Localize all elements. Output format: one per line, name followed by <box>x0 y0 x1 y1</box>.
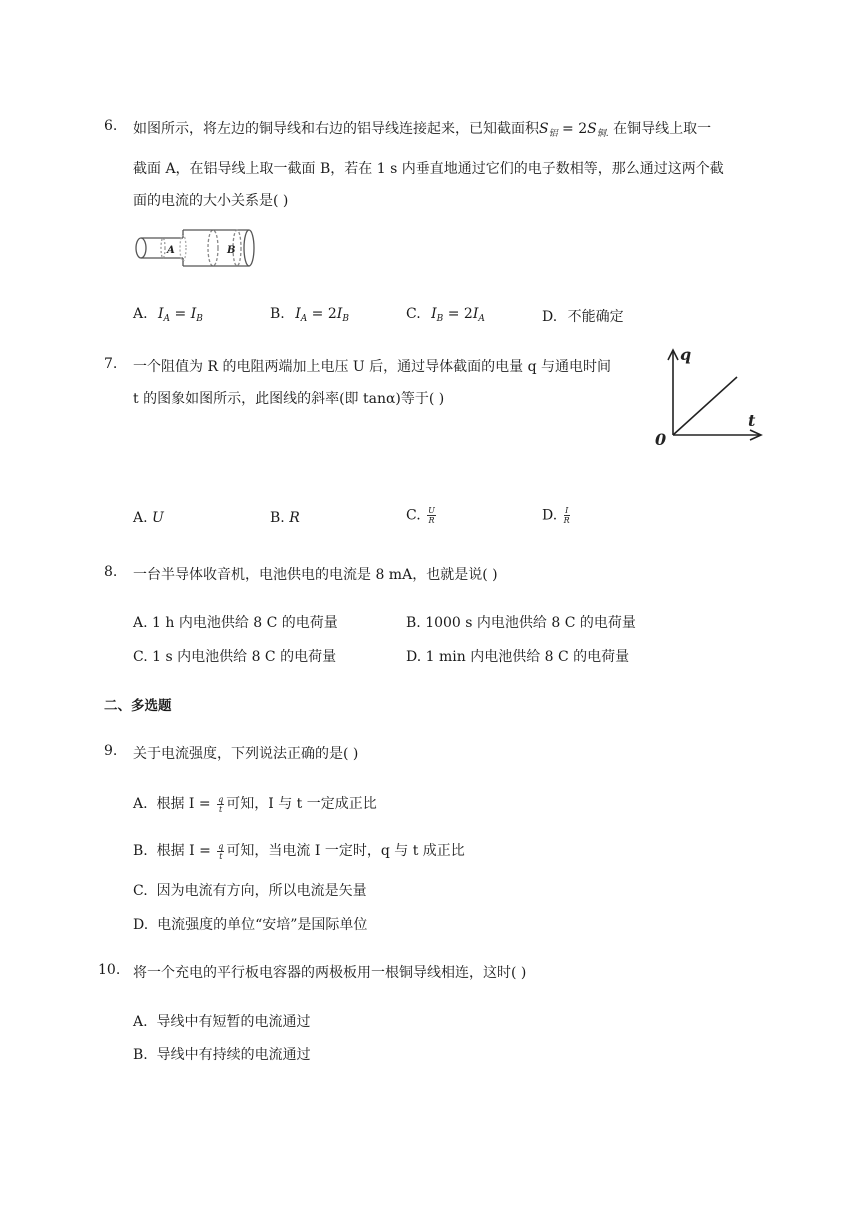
option-text: R <box>289 510 300 526</box>
fraction: $\frac{U}{R}$ <box>428 506 435 525</box>
q6-option-d[interactable] <box>542 306 624 326</box>
question-7-line-1: 一个阻值为 R 的电阻两端加上电压 U 后，通过导体截面的电量 q 与通电时间 <box>133 359 612 375</box>
q8-option-c[interactable]: C. 1 s 内电池供给 8 C 的电荷量 <box>133 649 337 665</box>
option-text: U <box>152 510 164 526</box>
option-letter: C. <box>406 306 421 322</box>
wire-figure <box>133 226 258 272</box>
question-10-line-1: 将一个充电的平行板电容器的两极板用一根铜导线相连，这时( ) <box>133 965 527 981</box>
q8-option-a[interactable]: A. 1 h 内电池供给 8 C 的电荷量 <box>133 615 338 631</box>
option-text: 不能确定 <box>567 309 624 325</box>
eq-sub-cu: 铜. <box>596 129 609 139</box>
figure-label-a: A <box>167 245 175 256</box>
eq-s-cu: S <box>587 121 597 137</box>
q9-option-c[interactable]: C. 因为电流有方向，所以电流是矢量 <box>133 883 367 899</box>
eq-s-al: S <box>539 121 549 137</box>
q8-option-d[interactable]: D. 1 min 内电池供给 8 C 的电荷量 <box>406 649 630 665</box>
q8-option-b[interactable]: B. 1000 s 内电池供给 8 C 的电荷量 <box>406 615 636 631</box>
q7-option-d[interactable] <box>542 506 572 525</box>
q9-option-b[interactable]: B. 根据 I = $\frac{q}{t}$ 可知，当电流 I 一定时，q 与 t 成正比 <box>133 841 465 861</box>
eq-sub-al: 铝 <box>548 129 558 139</box>
option-letter: B. <box>270 510 285 526</box>
section-title: 二、多选题 <box>104 698 172 714</box>
option-letter: D. <box>542 309 558 325</box>
question-6-line-1 <box>133 118 711 139</box>
q9-option-a[interactable]: A. 根据 I = $\frac{q}{t}$ 可知，I 与 t 一定成正比 <box>133 794 377 814</box>
q7-option-b[interactable] <box>270 510 300 526</box>
q9-option-d[interactable]: D. 电流强度的单位“安培”是国际单位 <box>133 917 368 933</box>
graph-y-label: q <box>680 345 692 364</box>
fraction: $\frac{q}{t}$ <box>218 841 224 861</box>
question-9-number: 9. <box>104 743 118 759</box>
question-7-line-2: t 的图象如图所示，此图线的斜率(即 tanα)等于( ) <box>133 391 445 407</box>
question-6-line-2: 截面 A，在铝导线上取一截面 B，若在 1 s 内垂直地通过它们的电子数相等，那么通过这两个截 <box>133 161 724 177</box>
option-letter: A. <box>133 510 148 526</box>
figure-label-b: B <box>227 245 236 256</box>
fraction: $\frac{I}{R}$ <box>563 506 570 525</box>
q10-option-a[interactable]: A. 导线中有短暂的电流通过 <box>133 1014 311 1030</box>
question-8-line-1: 一台半导体收音机，电池供电的电流是 8 mA，也就是说( ) <box>133 567 498 583</box>
q-t-graph <box>650 340 768 450</box>
fraction: $\frac{q}{t}$ <box>218 794 224 814</box>
option-letter: A. <box>133 306 148 322</box>
q10-option-b[interactable]: B. 导线中有持续的电流通过 <box>133 1047 311 1063</box>
q6-option-c[interactable]: C. $I_B = 2I_A$ <box>406 306 485 324</box>
question-6-text: 如图所示，将左边的铜导线和右边的铝导线连接起来，已知截面积 <box>133 121 539 137</box>
question-10-number: 10. <box>98 962 121 978</box>
question-6-number: 6. <box>104 118 118 134</box>
option-letter: B. <box>270 306 285 322</box>
graph-origin-label: 0 <box>655 430 667 449</box>
question-9-line-1: 关于电流强度，下列说法正确的是( ) <box>133 746 359 762</box>
q6-option-b[interactable]: B. $I_A = 2I_B$ <box>270 306 349 324</box>
option-letter: D. <box>542 507 558 524</box>
graph-x-label: t <box>748 411 756 430</box>
q6-option-a[interactable]: A. $I_A = I_B$ <box>133 306 203 324</box>
question-8-number: 8. <box>104 564 118 580</box>
question-7-number: 7. <box>104 356 118 372</box>
option-letter: C. <box>406 507 421 524</box>
question-6-line-3: 面的电流的大小关系是( ) <box>133 193 289 209</box>
q7-option-c[interactable] <box>406 506 438 525</box>
q7-option-a[interactable] <box>133 510 164 526</box>
question-6-text-end: 在铜导线上取一 <box>608 121 712 137</box>
eq-mid: = 2 <box>557 121 588 137</box>
